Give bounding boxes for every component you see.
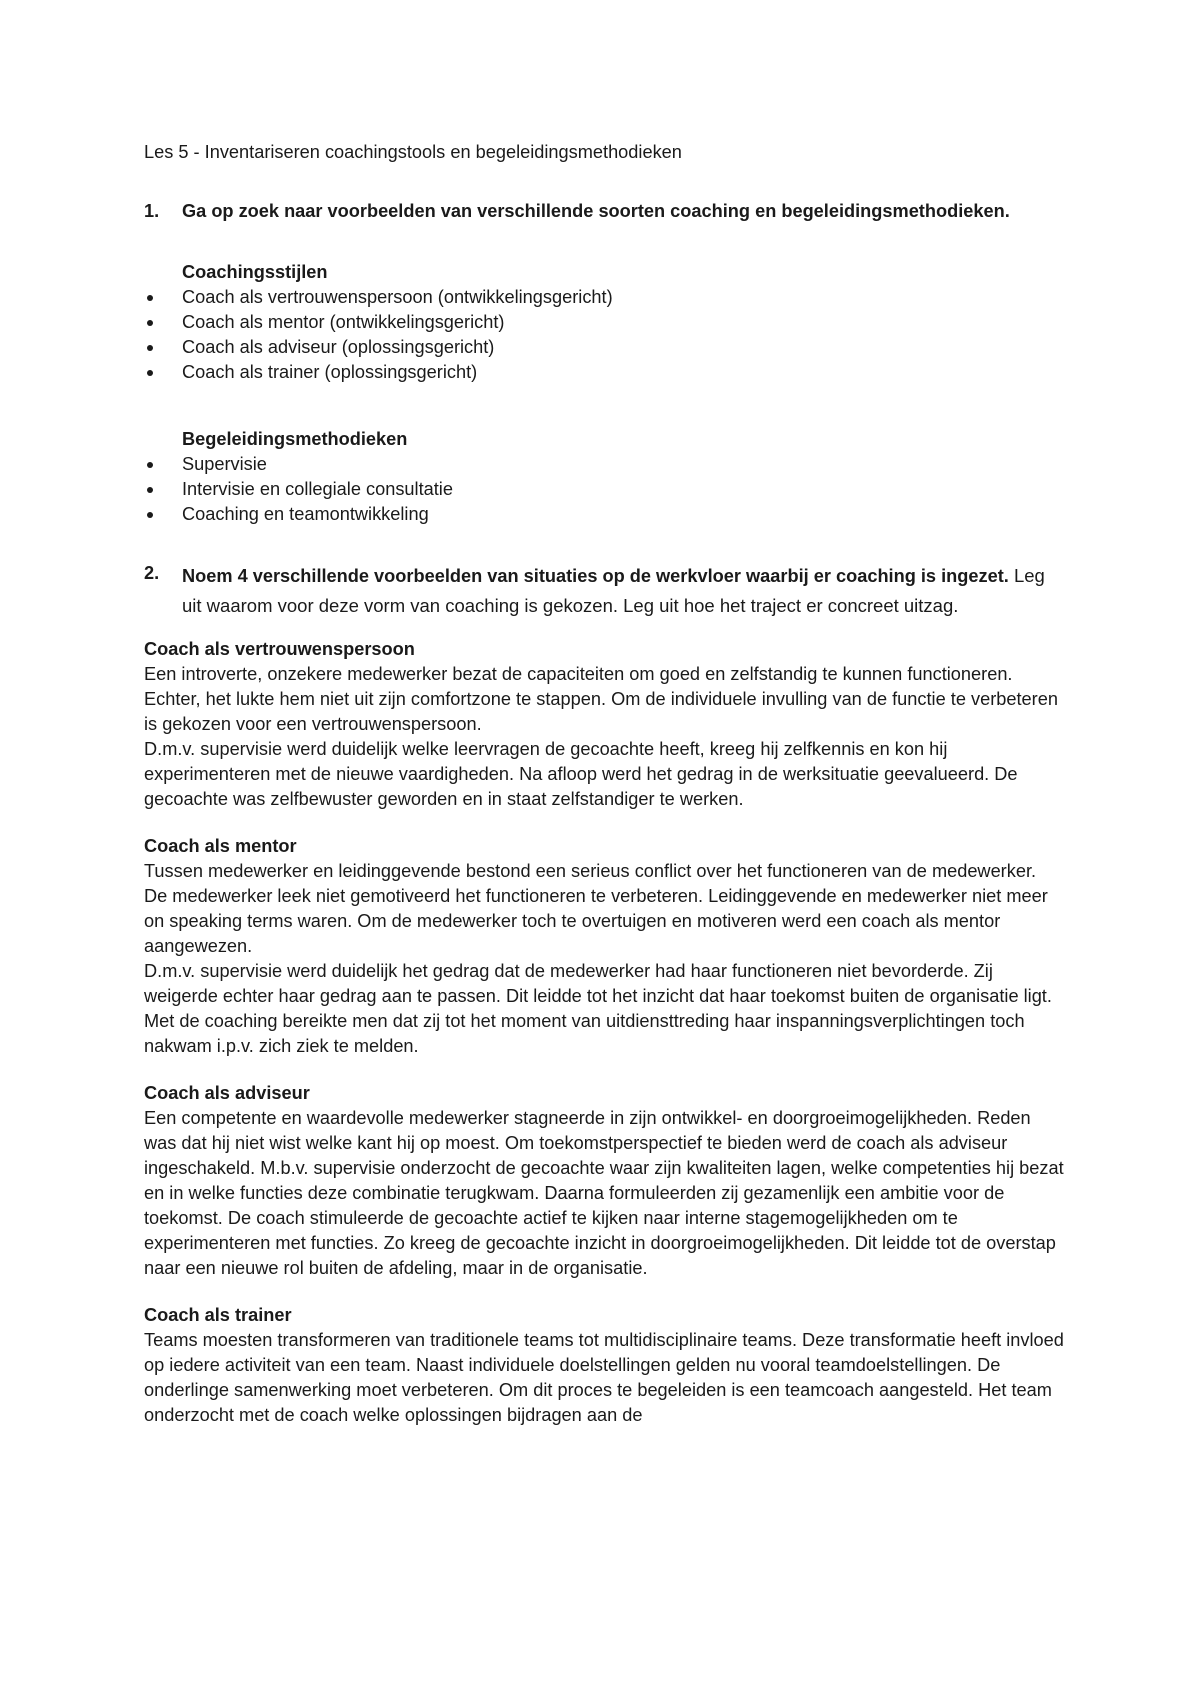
- question-2-regular-text: Leg uit waarom voor deze vorm van coaching is gekozen. Leg uit hoe het traject er concreet uitzag.: [182, 565, 1045, 616]
- example-heading: Coach als vertrouwenspersoon: [144, 639, 415, 659]
- question-1-number: 1.: [144, 201, 160, 221]
- example-heading: Coach als mentor: [144, 836, 297, 856]
- example-paragraph: D.m.v. supervisie werd duidelijk welke leervragen de gecoachte heeft, kreeg hij zelfkennis en kon hij experimenteren met de nieuwe vaardigheden. Na afloop werd het gedrag in de werksituatie geevalueerd. De gecoachte was zelfbewuster geworden en in staat zelfstandiger te werken.: [144, 739, 1018, 809]
- example-adviseur: [144, 1081, 1064, 1281]
- list-item: Supervisie: [144, 452, 1064, 477]
- question-1-text: Ga op zoek naar voorbeelden van verschillende soorten coaching en begeleidingsmethodieken.: [182, 201, 1010, 221]
- coaching-styles-heading: Coachingsstijlen: [182, 262, 328, 282]
- list-item: Coach als trainer (oplossingsgericht): [144, 360, 1064, 385]
- methods-heading: Begeleidingsmethodieken: [182, 429, 408, 449]
- example-paragraph: Tussen medewerker en leidinggevende bestond een serieus conflict over het functioneren van de medewerker. De medewerker leek niet gemotiveerd het functioneren te verbeteren. Leidinggevende en medewerker niet meer on speaking terms waren. Om de medewerker toch te overtuigen en motiveren werd een coach als mentor aangewezen.: [144, 861, 1048, 956]
- list-item: Coach als vertrouwenspersoon (ontwikkelingsgericht): [144, 285, 1064, 310]
- question-2-number: 2.: [144, 563, 160, 583]
- example-paragraph: Teams moesten transformeren van traditionele teams tot multidisciplinaire teams. Deze transformatie heeft invloed op iedere activiteit van een team. Naast individuele doelstellingen gelden nu vooral teamdoelstellingen. De onderlinge samenwerking moet verbeteren. Om dit proces te begeleiden is een teamcoach aangesteld. Het team onderzocht met de coach welke oplossingen bijdragen aan de: [144, 1330, 1064, 1425]
- example-trainer: [144, 1303, 1064, 1428]
- list-item: Coach als mentor (ontwikkelingsgericht): [144, 310, 1064, 335]
- example-mentor: [144, 834, 1064, 1059]
- question-2-text: [182, 561, 1064, 621]
- list-item: Coach als adviseur (oplossingsgericht): [144, 335, 1064, 360]
- document-content: [144, 140, 1064, 1428]
- question-2-bold-text: Noem 4 verschillende voorbeelden van situaties op de werkvloer waarbij er coaching is ingezet.: [182, 566, 1009, 586]
- methods-list: [144, 452, 1064, 527]
- list-item: Coaching en teamontwikkeling: [144, 502, 1064, 527]
- document-title: Les 5 - Inventariseren coachingstools en begeleidingsmethodieken: [144, 142, 682, 162]
- example-vertrouwenspersoon: [144, 637, 1064, 812]
- example-paragraph: Een competente en waardevolle medewerker stagneerde in zijn ontwikkel- en doorgroeimogelijkheden. Reden was dat hij niet wist welke kant hij op moest. Om toekomstperspectief te bieden werd de coach als adviseur ingeschakeld. M.b.v. supervisie onderzocht de gecoachte waar zijn kwaliteiten lagen, welke competenties hij bezat en in welke functies deze combinatie terugkwam. Daarna formuleerden zij gezamenlijk een ambitie voor de toekomst. De coach stimuleerde de gecoachte actief te kijken naar interne stagemogelijkheden om te experimenteren met functies. Zo kreeg de gecoachte inzicht in doorgroeimogelijkheden. Dit leidde tot de overstap naar een nieuwe rol buiten de afdeling, maar in de organisatie.: [144, 1108, 1064, 1278]
- example-heading: Coach als adviseur: [144, 1083, 310, 1103]
- list-item: Intervisie en collegiale consultatie: [144, 477, 1064, 502]
- example-paragraph: D.m.v. supervisie werd duidelijk het gedrag dat de medewerker had haar functioneren niet bevorderde. Zij weigerde echter haar gedrag aan te passen. Dit leidde tot het inzicht dat haar toekomst buiten de organisatie ligt. Met de coaching bereikte men dat zij tot het moment van uitdiensttreding haar inspanningsverplichtingen toch nakwam i.p.v. zich ziek te melden.: [144, 961, 1052, 1056]
- example-paragraph: Een introverte, onzekere medewerker bezat de capaciteiten om goed en zelfstandig te kunnen functioneren. Echter, het lukte hem niet uit zijn comfortzone te stappen. Om de individuele invulling van de functie te verbeteren is gekozen voor een vertrouwenspersoon.: [144, 664, 1058, 734]
- example-heading: Coach als trainer: [144, 1305, 292, 1325]
- question-2: [144, 561, 1064, 621]
- question-1: [144, 199, 1064, 224]
- coaching-styles-list: [144, 285, 1064, 385]
